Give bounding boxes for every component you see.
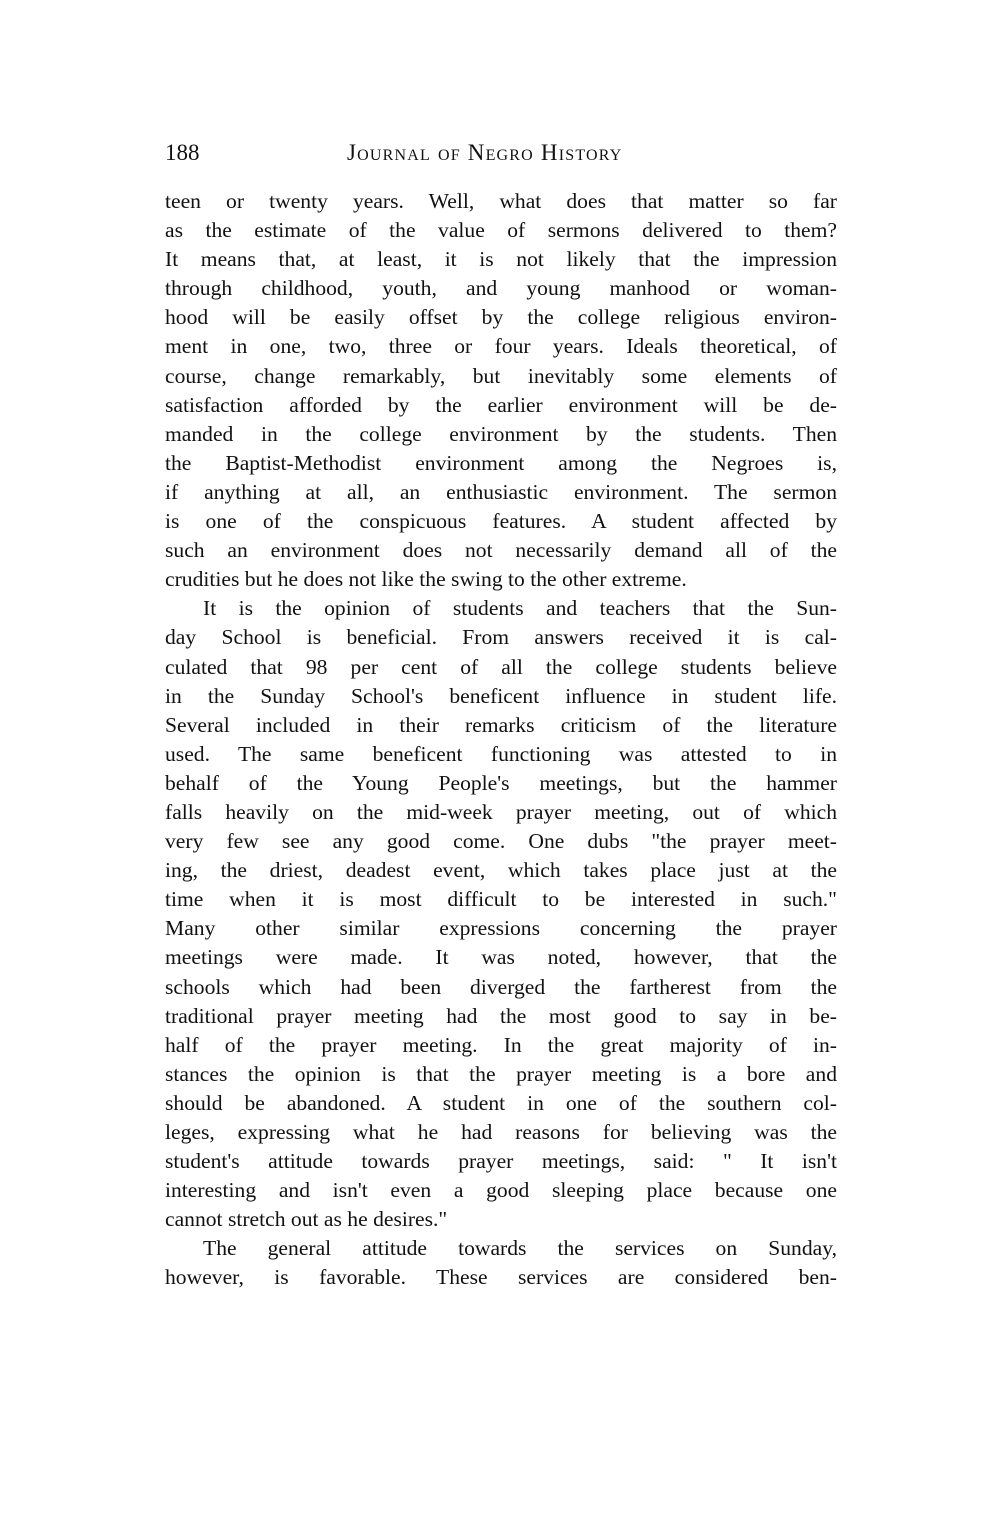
- running-head: [165, 138, 837, 172]
- text-line: through childhood, youth, and young manhood or woman-: [165, 276, 837, 301]
- text-line: should be abandoned. A student in one of the southern col-: [165, 1090, 837, 1115]
- text-line: ing, the driest, deadest event, which takes place just at the: [165, 858, 837, 883]
- text-line: meetings were made. It was noted, however, that the: [165, 945, 837, 970]
- text-line: Many other similar expressions concerning the prayer: [165, 916, 837, 941]
- text-line: falls heavily on the mid-week prayer meeting, out of which: [165, 799, 837, 824]
- text-line: cannot stretch out as he desires.": [165, 1207, 448, 1232]
- text-line: teen or twenty years. Well, what does that matter so far: [165, 189, 837, 213]
- text-line: in the Sunday School's beneficent influence in student life.: [165, 683, 837, 708]
- journal-title: Journal of Negro History: [347, 140, 623, 165]
- paragraph-start-line: It is the opinion of students and teachers that the Sun-: [203, 596, 837, 621]
- text-line: used. The same beneficent functioning was attested to in: [165, 741, 837, 766]
- text-line: very few see any good come. One dubs "the prayer meet-: [165, 829, 837, 854]
- text-line: satisfaction afforded by the earlier environment will be de-: [165, 392, 837, 417]
- body-text: [165, 187, 837, 1293]
- text-line: hood will be easily offset by the college religious environ-: [165, 305, 837, 330]
- text-line: is one of the conspicuous features. A student affected by: [165, 509, 837, 534]
- text-line: student's attitude towards prayer meetings, said: " It isn't: [165, 1149, 837, 1174]
- text-line: if anything at all, an enthusiastic environment. The sermon: [165, 479, 837, 504]
- text-line: time when it is most difficult to be interested in such.": [165, 887, 837, 912]
- text-line: manded in the college environment by the students. Then: [165, 421, 837, 446]
- text-line: culated that 98 per cent of all the college students believe: [165, 654, 837, 679]
- text-line: schools which had been diverged the fartherest from the: [165, 974, 837, 999]
- text-line: behalf of the Young People's meetings, but the hammer: [165, 770, 837, 795]
- text-line: traditional prayer meeting had the most good to say in be-: [165, 1003, 837, 1028]
- text-line: leges, expressing what he had reasons for believing was the: [165, 1120, 837, 1144]
- paragraph-start-line: The general attitude towards the services on Sunday,: [203, 1236, 837, 1261]
- text-line: ment in one, two, three or four years. Ideals theoretical, of: [165, 334, 837, 359]
- text-line: such an environment does not necessarily demand all of the: [165, 538, 837, 563]
- text-line: crudities but he does not like the swing to the other extreme.: [165, 567, 687, 592]
- text-line: day School is beneficial. From answers received it is cal-: [165, 625, 837, 650]
- text-line: interesting and isn't even a good sleeping place because one: [165, 1178, 837, 1203]
- text-line: It means that, at least, it is not likely that the impression: [165, 247, 837, 272]
- text-line: course, change remarkably, but inevitably some elements of: [165, 363, 837, 388]
- text-line: stances the opinion is that the prayer meeting is a bore and: [165, 1061, 837, 1086]
- text-line: Several included in their remarks criticism of the literature: [165, 712, 837, 737]
- text-line: as the estimate of the value of sermons delivered to them?: [165, 218, 837, 243]
- page-number: 188: [165, 140, 200, 165]
- text-line: the Baptist-Methodist environment among the Negroes is,: [165, 450, 837, 475]
- text-line: however, is favorable. These services are considered ben-: [165, 1265, 837, 1290]
- text-line: half of the prayer meeting. In the great majority of in-: [165, 1032, 837, 1057]
